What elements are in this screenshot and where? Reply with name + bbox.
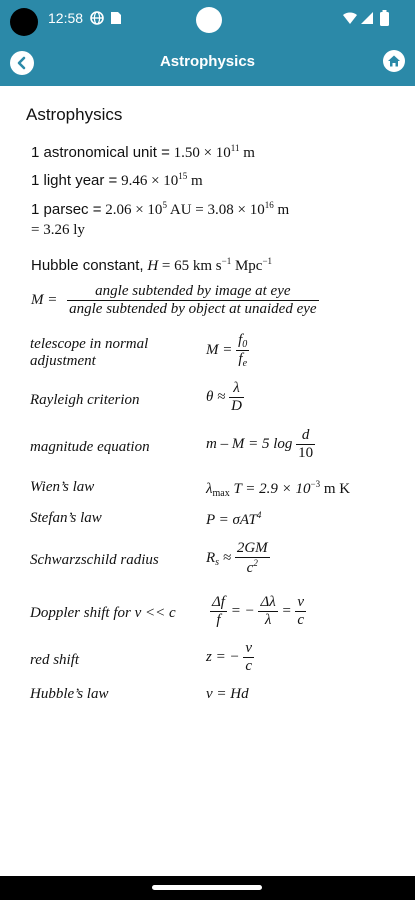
stefan-eq: P = σAT [206,512,257,528]
schwarzschild-fraction [235,540,270,577]
status-bar [0,0,415,40]
magnitude-den: 10 [298,445,314,461]
pc-value-au: 2.06 × 10 [105,202,163,218]
mag-fraction [67,283,318,318]
app-bar [0,40,415,86]
hubble-law-equation: v = Hd [206,686,249,702]
doppler-d1: f [210,611,227,629]
mag-lhs: M = [31,291,58,308]
doppler-frac-f [210,594,227,629]
home-gesture-handle[interactable] [152,885,262,890]
hubble-law-label: Hubble’s law [30,686,109,702]
wien-label: Wien’s law [30,479,95,495]
doppler-frac-v [295,594,306,629]
mag-numerator: angle subtended by image at eye [95,283,291,299]
wien-sub: max [212,488,230,499]
schwarzschild-approx: ≈ [219,549,232,566]
telescope-fraction [236,332,249,369]
camera-cutout [10,8,38,36]
rayleigh-label: Rayleigh criterion [30,392,140,408]
magnification-equation [31,283,319,318]
magnitude-fraction [296,427,315,462]
rayleigh-equation [206,380,244,415]
telescope-equation [206,332,249,369]
pc-value-m: AU = 3.08 × 10 [166,202,265,218]
wien-unit: m K [320,481,351,497]
signal-icon [360,11,374,25]
hubble-constant [31,256,272,275]
redshift-num: v [245,640,253,656]
schwarzschild-sub: s [215,556,220,568]
au-value: 1.50 × 10 [173,145,231,161]
rayleigh-fraction [229,380,244,415]
mag-denominator: angle subtended by object at unaided eye [69,301,317,317]
magnitude-num: d [301,427,310,443]
stefan-exp: 4 [256,510,262,520]
wien-equation [206,479,350,499]
rayleigh-den: D [231,398,242,414]
front-camera-dot [196,7,222,33]
doppler-equation [210,594,306,629]
parsec-ly: = 3.26 ly [31,222,85,238]
wien-exp: −3 [310,479,321,489]
home-icon[interactable] [383,50,405,72]
pc-exp-2: 16 [264,200,274,210]
ly-unit: m [187,173,203,189]
magnitude-label: magnitude equation [30,439,150,455]
doppler-d3: c [297,612,305,628]
stefan-equation [206,510,261,529]
schwarzschild-den-exp: 2 [253,558,258,568]
hubble-const-symbol: H [147,258,159,274]
wien-lambda: λ [206,481,213,497]
magnitude-equation [206,427,315,462]
parsec-definition [31,200,289,219]
ly-exponent: 15 [178,171,188,181]
status-time: 12:58 [48,10,84,26]
web-icon [90,11,104,25]
pc-label: 1 parsec = [31,201,102,218]
schwarzschild-equation [206,540,270,577]
redshift-lhs: z = − [206,648,240,665]
sim-icon [110,11,122,25]
hubble-exp-2: −1 [262,256,273,266]
au-definition [31,143,255,162]
schwarzschild-label: Schwarzschild radius [30,552,159,568]
ly-label: 1 light year = [31,172,118,189]
hubble-const-value: = 65 km s [158,258,222,274]
doppler-n3: v [297,594,305,610]
doppler-mid: = − [230,602,255,619]
stefan-label: Stefan’s law [30,510,102,526]
au-exponent: 11 [230,143,240,153]
rayleigh-lhs: θ ≈ [206,388,226,405]
doppler-n2: Δλ [260,594,276,610]
navigation-bar [0,876,415,900]
hubble-const-label: Hubble constant, [31,257,144,274]
redshift-den: c [245,658,253,674]
au-unit: m [239,145,255,161]
schwarzschild-den: c [246,560,254,576]
section-heading: Astrophysics [26,105,123,124]
wien-rest: T = 2.9 × 10 [229,481,311,497]
schwarzschild-r: R [206,549,216,566]
doppler-n1: Δf [212,594,225,610]
rayleigh-num: λ [233,380,240,396]
doppler-label: Doppler shift for v << c [30,605,176,621]
pc-exp-1: 5 [162,200,167,210]
telescope-den-sub: e [242,358,248,369]
light-year-definition [31,171,203,190]
telescope-num-sub: 0 [242,339,248,350]
hubble-exp-1: −1 [221,256,232,266]
doppler-d2: λ [258,611,277,629]
page-title: Astrophysics [159,53,256,70]
doppler-frac-lambda [258,594,277,629]
redshift-equation [206,640,254,675]
telescope-den: f [238,351,243,367]
telescope-label: telescope in normal adjustment [30,336,149,369]
pc-unit: m [273,202,290,218]
schwarzschild-num: 2GM [236,540,268,556]
redshift-fraction [243,640,254,675]
magnitude-lhs: m – M = 5 log [206,435,293,452]
hubble-mpc: Mpc [231,258,263,274]
au-label: 1 astronomical unit = [31,144,170,161]
telescope-lhs: M = [206,341,233,358]
redshift-label: red shift [30,652,80,668]
wifi-icon [343,11,357,25]
ly-value: 9.46 × 10 [121,173,179,189]
doppler-equals: = [281,602,292,619]
telescope-num: f [238,332,243,348]
battery-icon [380,10,389,26]
